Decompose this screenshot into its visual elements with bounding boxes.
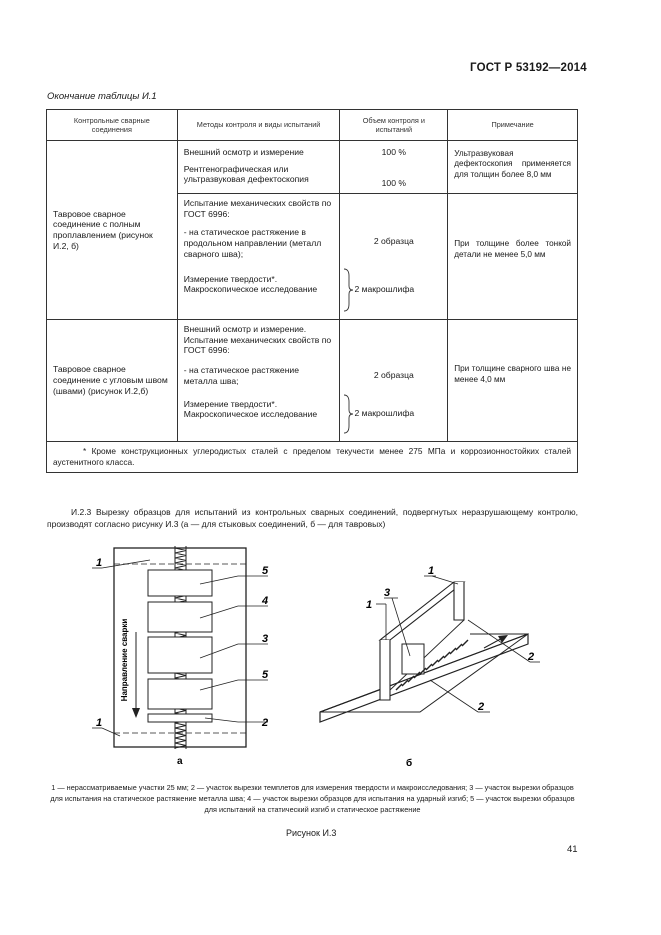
figure-b-drawing [320, 576, 540, 722]
brace-icon [342, 268, 354, 312]
volume-text: 2 макрошлифа [354, 408, 415, 418]
col-header-methods: Методы контроля и виды испытаний [177, 110, 340, 141]
table-caption: Окончание таблицы И.1 [47, 91, 157, 102]
method-text: Измерение твердости*. Макроскопическое исследование [183, 273, 318, 295]
volume-text: 2 макрошлифа [354, 284, 415, 294]
callout-label: 1 [96, 557, 103, 569]
table-row [47, 141, 578, 194]
joint-cell-1 [47, 141, 178, 320]
brace-icon [342, 394, 354, 434]
figure-legend: 1 — нерассматриваемые участки 25 мм; 2 — участок вырезки темплетов для измерения твердости и макроисследования; 3 — участок вырезки образцов для испытания на статическое растяжение металла шва; 4 — участок вырезки образцов для испытания на ударный изгиб; 5 — участок вырезки образцов для испытаний на статический изгиб и статическое растяжение [50, 783, 575, 814]
callout-label: 1 [428, 565, 435, 577]
table-header-row [47, 110, 578, 141]
note-text: Ультразвуковая дефектоскопия применяется для толщин более 8,0 мм [454, 149, 571, 179]
standard-header: ГОСТ Р 53192—2014 [470, 62, 587, 74]
callout-label: 5 [262, 669, 269, 681]
method-text: Внешний осмотр и измерение. Испытание механических свойств по ГОСТ 6996: [183, 324, 332, 356]
table-footnote: * Кроме конструкционных углеродистых сталей с пределом текучести менее 275 МПа и коррозионностойких сталей аустенитного класса. [47, 442, 578, 473]
page-number: 41 [567, 844, 578, 855]
joint-cell-2 [47, 320, 178, 442]
method-text: Внешний осмотр и измерение [183, 147, 304, 157]
figure-b-label: б [406, 758, 413, 769]
col-header-joints: Контрольные сварные соединения [47, 110, 178, 141]
table-row [47, 320, 578, 442]
footnote-row [47, 442, 578, 473]
figure-caption: Рисунок И.3 [286, 828, 337, 838]
joint-name: Тавровое сварное соединение с угловым швом (швами) (рисунок И.2,б) [53, 364, 168, 396]
volume-text: 100 % [381, 177, 407, 188]
method-text: Измерение твердости*. Макроскопическое исследование [183, 398, 318, 420]
callout-label: 1 [96, 717, 103, 729]
figure-a-label: а [177, 756, 183, 767]
volume-text: 100 % [381, 147, 407, 157]
method-text: - на статическое растяжение металла шва; [183, 365, 300, 386]
callout-label: 3 [384, 587, 391, 599]
note-text: При толщине сварного шва не менее 4,0 мм [454, 364, 571, 384]
direction-label: Направление сварки [120, 618, 129, 702]
callout-label: 1 [366, 599, 373, 611]
col-header-volume: Объем контроля и испытаний [340, 110, 448, 141]
callout-label: 2 [528, 651, 535, 663]
callout-label: 2 [478, 701, 485, 713]
volume-text: 2 образца [373, 370, 414, 380]
figure-a-drawing [92, 546, 268, 749]
callout-label: 4 [262, 595, 269, 607]
section-paragraph: И.2.3 Вырезку образцов для испытаний из контрольных сварных соединений, подвергнутых неразрушающему контролю, производят согласно рисунку И.3 (а — для стыковых соединений, б — для тавровых) [47, 507, 578, 530]
volume-text: 2 образца [373, 236, 414, 246]
method-text: - на статическое растяжение в продольном направлении (металл сварного шва); [183, 227, 322, 259]
col-header-note: Примечание [448, 110, 578, 141]
callout-label: 2 [262, 717, 269, 729]
callout-label: 3 [262, 633, 269, 645]
figure-i3 [0, 540, 661, 770]
method-text: Рентгенографическая или ультразвуковая дефектоскопия [183, 163, 309, 185]
joint-name: Тавровое сварное соединение с полным проплавлением (рисунок И.2, б) [53, 208, 153, 251]
callout-label: 5 [262, 565, 269, 577]
inspection-table [46, 109, 578, 473]
method-text: Испытание механических свойств по ГОСТ 6996: [183, 198, 332, 219]
note-text: При толщине более тонкой детали не менее 5,0 мм [454, 239, 571, 259]
